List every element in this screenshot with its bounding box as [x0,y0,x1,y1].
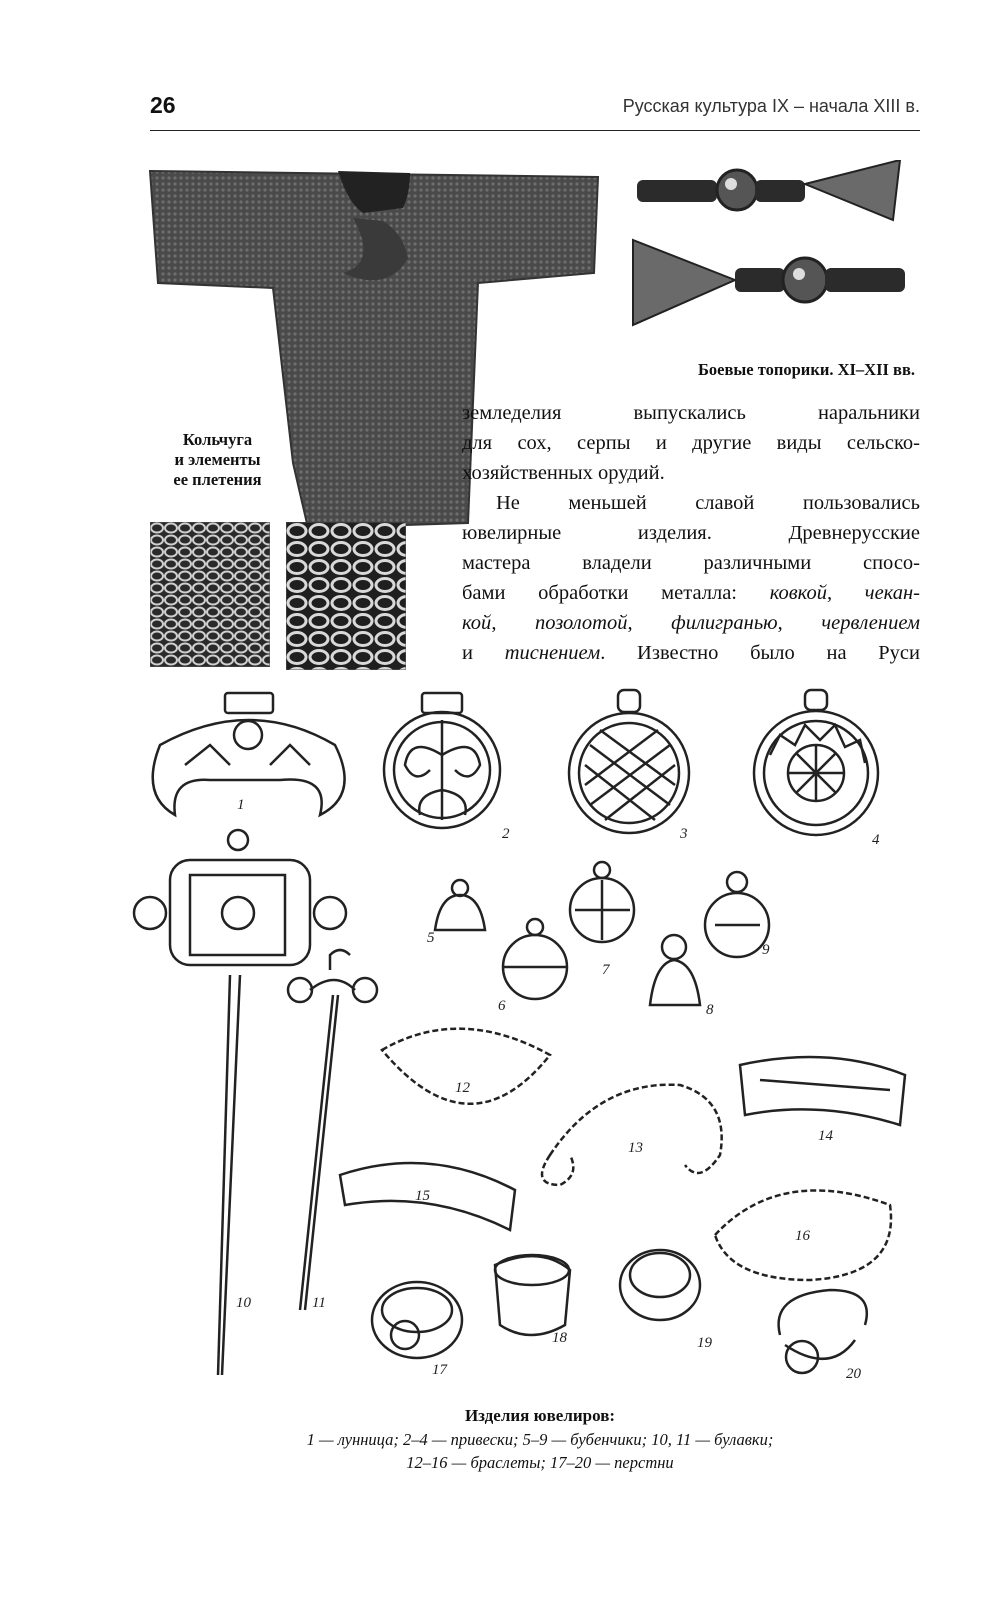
text-line: хозяйственных орудий. [462,462,665,484]
item-number: 19 [697,1335,712,1351]
jewelry-caption-line-1: 1 — лунница; 2–4 — привески; 5–9 — бубенчики; 10, 11 — булавки; [306,1430,774,1449]
item-number: 6 [498,998,506,1014]
item-number: 9 [762,942,770,958]
chainmail-caption-line-1: Кольчуга [182,430,253,449]
bell-9-drawing [705,872,769,957]
text-fragment: . Известно было на Руси [600,642,920,664]
pendant-3-drawing [569,690,689,833]
item-number: 5 [427,930,435,946]
page-number: 26 [150,92,176,118]
chainmail-caption-line-2: и элементы [174,450,261,469]
item-number: 3 [680,826,688,842]
chainmail-weave-photo-2 [286,522,406,670]
item-number: 13 [628,1140,643,1156]
text-fragment: бами обработки металла: [462,582,770,604]
item-number: 18 [552,1330,567,1346]
jewelry-caption [160,1404,920,1474]
ring-19-drawing [620,1250,700,1320]
text-fragment: , [777,612,822,634]
text-emphasis: ковкой, чекан- [769,582,920,604]
item-number: 7 [602,962,610,978]
item-number: 15 [415,1188,430,1204]
chainmail-caption [150,430,285,490]
text-emphasis: кой [462,612,492,634]
text-line: для сох, серпы и другие виды сельско- [462,432,920,454]
paragraph-1 [462,398,920,488]
text-line [462,638,920,668]
ring-18-drawing [495,1255,570,1335]
item-number: 8 [706,1002,714,1018]
pin-10-drawing [134,830,346,1375]
item-number: 20 [846,1366,861,1382]
ring-17-drawing [372,1282,462,1358]
jewelry-illustration [130,685,920,1390]
item-number: 4 [872,832,880,848]
lunnitsa-drawing [153,693,345,815]
running-title: Русская культура IX – начала XIII в. [622,96,920,116]
chainmail-weave-photo-1 [150,522,270,667]
pin-11-drawing [288,950,377,1310]
item-number: 11 [312,1295,326,1311]
text-emphasis: червлением [821,612,920,634]
item-number: 17 [432,1362,447,1378]
bracelet-13-drawing [542,1085,722,1185]
text-emphasis: позолотой [535,612,628,634]
battle-axes-photo [625,160,915,350]
bracelet-14-drawing [740,1057,905,1125]
text-line [462,608,920,638]
ring-20-drawing [779,1290,867,1373]
text-line [462,578,920,608]
pendant-2-drawing [384,693,500,828]
item-number: 12 [455,1080,470,1096]
bell-6-drawing [503,919,567,999]
bell-7-drawing [570,862,634,942]
bell-8-drawing [650,935,700,1005]
text-fragment: , [627,612,672,634]
body-text [462,398,920,668]
chainmail-caption-line-3: ее плетения [173,470,262,489]
item-number: 2 [502,826,510,842]
battle-axes-caption: Боевые топорики. XI–XII вв. [698,360,915,379]
item-number: 14 [818,1128,833,1144]
pendant-4-drawing [754,690,878,835]
paragraph-2 [462,488,920,668]
jewelry-caption-line-2: 12–16 — браслеты; 17–20 — перстни [406,1453,674,1472]
item-number: 16 [795,1228,810,1244]
text-line: ювелирные изделия. Древнерусские [462,522,920,544]
text-fragment: , [491,612,536,634]
jewelry-caption-title: Изделия ювелиров: [464,1406,616,1425]
text-line: мастера владели различными спосо- [462,552,920,574]
text-line: Не меньшей славой пользовались [496,492,920,514]
item-number: 10 [236,1295,251,1311]
text-fragment: и [462,642,505,664]
text-emphasis: филигранью [671,612,778,634]
text-line: земледелия выпускались наральники [462,402,920,424]
bell-5-drawing [435,880,485,930]
text-emphasis: тиснением [504,642,601,664]
item-number: 1 [237,797,245,813]
page-header [150,90,920,131]
